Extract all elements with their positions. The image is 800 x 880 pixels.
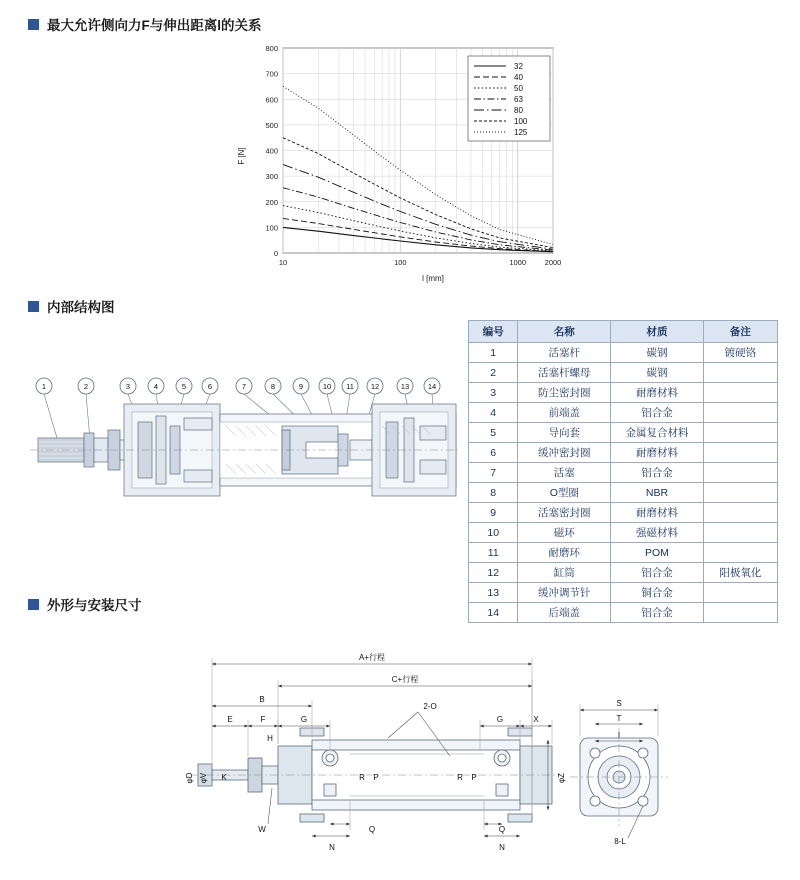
svg-text:200: 200 <box>265 197 278 207</box>
svg-text:600: 600 <box>265 95 278 105</box>
dim-label-n-right: N <box>499 843 505 852</box>
cell-name: 缓冲调节针 <box>518 583 611 603</box>
cell-material: 铝合金 <box>611 403 704 423</box>
table-row <box>469 383 778 403</box>
cell-name: 前端盖 <box>518 403 611 423</box>
table-row <box>469 563 778 583</box>
cell-material: 铜合金 <box>611 583 704 603</box>
callout-label-8: 8 <box>270 382 276 391</box>
cell-material: 耐磨材料 <box>611 503 704 523</box>
dim-label-x: X <box>533 715 539 724</box>
cell-no: 9 <box>469 503 518 523</box>
dim-label-g-right: G <box>496 715 504 724</box>
cell-material: 强磁材料 <box>611 523 704 543</box>
cell-name: 磁环 <box>518 523 611 543</box>
callout-label-1: 1 <box>41 382 47 391</box>
table-row <box>469 403 778 423</box>
dim-label-p-right: P <box>471 773 477 782</box>
column-header-remark: 备注 <box>703 321 777 343</box>
dimension-drawing <box>150 628 670 868</box>
table-row <box>469 443 778 463</box>
dim-label-p-left: P <box>373 773 379 782</box>
cell-no: 12 <box>469 563 518 583</box>
section-marker-icon <box>28 301 39 312</box>
chart-svg <box>228 38 588 288</box>
legend-label-125: 125 <box>514 128 528 137</box>
svg-text:10: 10 <box>278 258 288 267</box>
legend-label-100: 100 <box>514 117 528 126</box>
callout-label-13: 13 <box>400 382 410 391</box>
cell-material: 耐磨材料 <box>611 443 704 463</box>
svg-text:100: 100 <box>265 223 278 233</box>
dim-label-q-right: Q <box>498 825 506 834</box>
dim-label-g-left: G <box>300 715 308 724</box>
chart-legend <box>468 56 550 141</box>
callout-bubbles <box>36 378 440 394</box>
table-row <box>469 343 778 363</box>
cell-remark <box>703 543 777 563</box>
legend-label-50: 50 <box>514 84 523 93</box>
cell-material: 铝合金 <box>611 463 704 483</box>
callout-label-4: 4 <box>153 382 159 391</box>
cell-name: O型圈 <box>518 483 611 503</box>
section-title-text: 外形与安装尺寸 <box>47 598 142 613</box>
cell-no: 5 <box>469 423 518 443</box>
cell-name: 后端盖 <box>518 603 611 623</box>
section-heading-internal-structure <box>28 296 115 316</box>
dim-label-a-stroke: A+行程 <box>358 653 386 662</box>
cell-remark <box>703 503 777 523</box>
cell-name: 活塞杆 <box>518 343 611 363</box>
callout-label-14: 14 <box>427 382 437 391</box>
dim-label-k: K <box>221 773 227 782</box>
table-row <box>469 423 778 443</box>
force-distance-chart <box>228 38 588 288</box>
cell-remark <box>703 523 777 543</box>
callout-label-9: 9 <box>298 382 304 391</box>
svg-text:500: 500 <box>265 120 278 130</box>
table-row <box>469 583 778 603</box>
cell-material: 金属复合材料 <box>611 423 704 443</box>
dim-label-b: B <box>259 695 265 704</box>
cell-remark <box>703 403 777 423</box>
legend-label-80: 80 <box>514 106 523 115</box>
dim-label-c-stroke: C+行程 <box>391 675 419 684</box>
chart-y-axis-label: F [N] <box>237 147 246 165</box>
structure-svg <box>20 330 460 580</box>
cell-no: 2 <box>469 363 518 383</box>
cell-remark <box>703 363 777 383</box>
cell-remark <box>703 383 777 403</box>
svg-text:2000: 2000 <box>544 258 562 267</box>
internal-structure-diagram <box>20 330 460 580</box>
materials-table <box>468 320 778 623</box>
cell-no: 13 <box>469 583 518 603</box>
section-marker-icon <box>28 19 39 30</box>
cell-material: 铝合金 <box>611 603 704 623</box>
cell-name: 导向套 <box>518 423 611 443</box>
cell-no: 1 <box>469 343 518 363</box>
cell-name: 活塞 <box>518 463 611 483</box>
cell-remark <box>703 423 777 443</box>
callout-label-11: 11 <box>346 382 354 391</box>
dim-label-2-o: 2-O <box>423 702 437 711</box>
cell-material: POM <box>611 543 704 563</box>
dim-label-r-left: R <box>359 773 365 782</box>
cell-name: 耐磨环 <box>518 543 611 563</box>
cell-material: 耐磨材料 <box>611 383 704 403</box>
cell-material: 碳钢 <box>611 363 704 383</box>
section-title-text: 内部结构图 <box>47 300 115 315</box>
section-marker-icon <box>28 599 39 610</box>
cell-remark <box>703 603 777 623</box>
dim-label-w: W <box>258 825 266 834</box>
cell-no: 10 <box>469 523 518 543</box>
callout-label-6: 6 <box>207 382 213 391</box>
materials-table-container <box>468 320 778 623</box>
section-heading-force-curve <box>28 14 262 34</box>
dim-label-r-right: R <box>457 773 463 782</box>
svg-text:100: 100 <box>394 258 407 267</box>
cell-name: 防尘密封圈 <box>518 383 611 403</box>
svg-text:300: 300 <box>265 172 278 182</box>
cell-name: 活塞密封圈 <box>518 503 611 523</box>
cell-no: 14 <box>469 603 518 623</box>
table-row <box>469 463 778 483</box>
column-header-material: 材质 <box>611 321 704 343</box>
cell-material: 碳钢 <box>611 343 704 363</box>
cell-no: 7 <box>469 463 518 483</box>
cell-material: 铝合金 <box>611 563 704 583</box>
table-row <box>469 363 778 383</box>
dim-label-e: E <box>227 715 233 724</box>
dim-label-q-left: Q <box>368 825 376 834</box>
cell-no: 3 <box>469 383 518 403</box>
callout-label-5: 5 <box>181 382 187 391</box>
column-header-name: 名称 <box>518 321 611 343</box>
section-heading-dimensions <box>28 594 142 614</box>
callout-label-10: 10 <box>322 382 332 391</box>
callout-label-3: 3 <box>125 382 131 391</box>
cell-remark <box>703 443 777 463</box>
dim-label-i: I <box>617 731 621 740</box>
callout-label-12: 12 <box>370 382 380 391</box>
cell-material: NBR <box>611 483 704 503</box>
section-title-text: 最大允许侧向力F与伸出距离l的关系 <box>47 18 262 33</box>
cell-no: 8 <box>469 483 518 503</box>
cell-remark: 镀硬铬 <box>703 343 777 363</box>
cell-name: 缸筒 <box>518 563 611 583</box>
dim-label-h: H <box>267 734 273 743</box>
svg-text:400: 400 <box>265 146 278 156</box>
table-row <box>469 543 778 563</box>
cell-no: 6 <box>469 443 518 463</box>
dim-label-phi-z: φZ <box>557 772 566 784</box>
dim-label-f: F <box>260 715 266 724</box>
dim-label-8-l: 8-L <box>614 837 626 846</box>
callout-label-2: 2 <box>83 382 89 391</box>
column-header-no: 编号 <box>469 321 518 343</box>
cell-name: 缓冲密封圈 <box>518 443 611 463</box>
cell-remark: 阳极氧化 <box>703 563 777 583</box>
cell-name: 活塞杆螺母 <box>518 363 611 383</box>
cell-remark <box>703 483 777 503</box>
table-row <box>469 523 778 543</box>
cell-remark <box>703 463 777 483</box>
dim-label-phi-d: φD <box>185 772 194 784</box>
chart-x-axis-label: l [mm] <box>422 274 444 283</box>
table-row <box>469 483 778 503</box>
svg-text:800: 800 <box>265 44 278 53</box>
legend-label-63: 63 <box>514 95 523 104</box>
svg-text:1000: 1000 <box>509 258 527 267</box>
dimension-svg <box>150 628 670 868</box>
dim-label-n-left: N <box>329 843 335 852</box>
materials-table-body <box>469 343 778 623</box>
callout-label-7: 7 <box>241 382 247 391</box>
table-header-row <box>469 321 778 343</box>
svg-text:700: 700 <box>265 69 278 79</box>
legend-label-40: 40 <box>514 73 523 82</box>
cell-remark <box>703 583 777 603</box>
cell-no: 4 <box>469 403 518 423</box>
dim-label-s: S <box>616 699 622 708</box>
legend-label-32: 32 <box>514 62 523 71</box>
dim-label-t: T <box>616 714 622 723</box>
cell-no: 11 <box>469 543 518 563</box>
dim-label-phi-v: φV <box>199 772 208 784</box>
table-row <box>469 603 778 623</box>
svg-text:0: 0 <box>273 249 278 258</box>
table-row <box>469 503 778 523</box>
